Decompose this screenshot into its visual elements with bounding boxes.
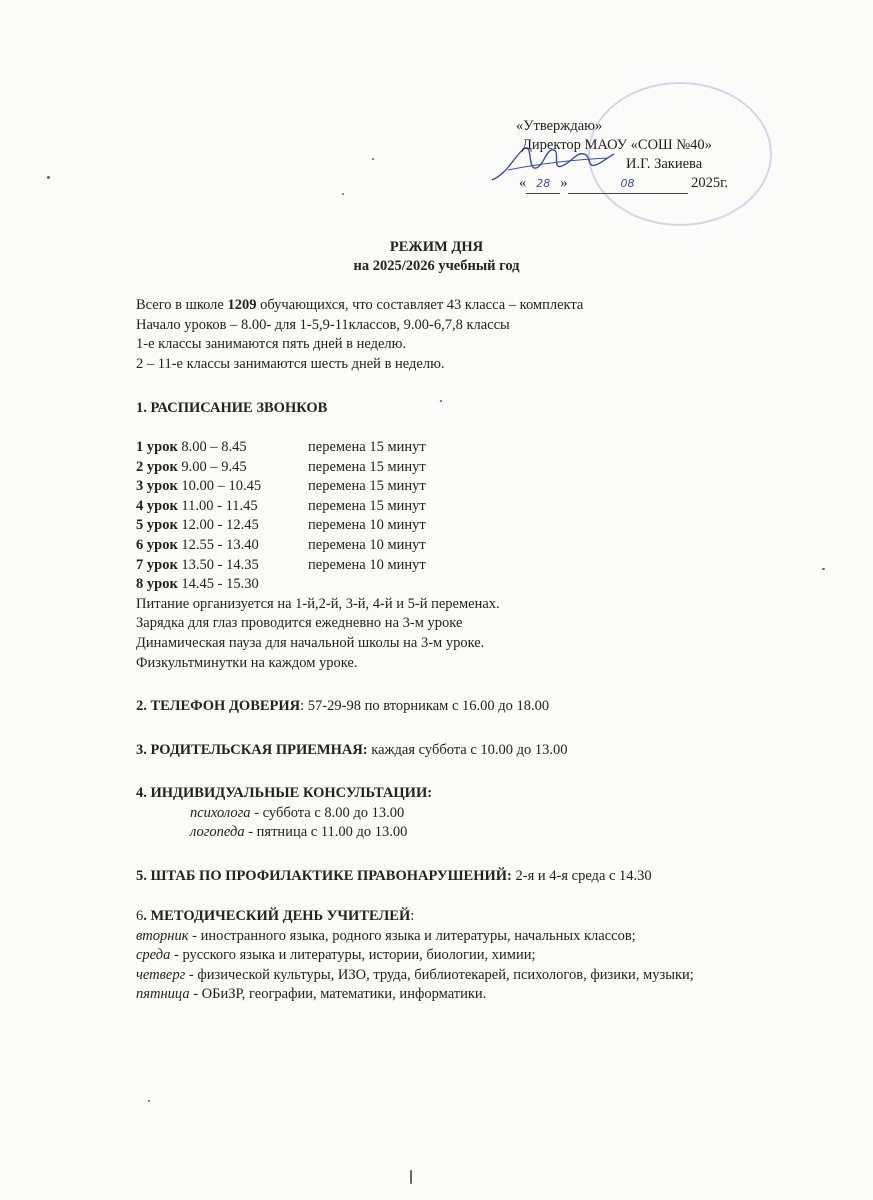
schedule-row: 7 урок 13.50 - 14.35 перемена 10 минут: [136, 556, 426, 573]
schedule-row: 1 урок 8.00 – 8.45 перемена 15 минут: [136, 438, 426, 455]
intro-five-days: 1-е классы занимаются пять дней в неделю.: [136, 336, 407, 353]
section-1-heading: 1. РАСПИСАНИЕ ЗВОНКОВ: [136, 400, 328, 417]
approval-director-name: И.Г. Закиева: [626, 156, 703, 172]
schedule-row: 6 урок 12.55 - 13.40 перемена 10 минут: [136, 536, 426, 553]
section-3: 3. РОДИТЕЛЬСКАЯ ПРИЕМНАЯ: каждая суббота с 10.00 до 13.00: [136, 741, 568, 758]
method-day-item: среда - русского языка и литературы, истории, биологии, химии;: [136, 947, 536, 964]
intro-students: Всего в школе 1209 обучающихся, что составляет 43 класса – комплекта: [136, 297, 584, 313]
method-day-item: пятница - ОБиЗР, географии, математики, информатики.: [136, 986, 487, 1003]
consultation-item: психолога - суббота с 8.00 до 13.00: [190, 804, 405, 821]
section-6: [136, 907, 776, 1005]
section-4-heading: 4. ИНДИВИДУАЛЬНЫЕ КОНСУЛЬТАЦИИ:: [136, 785, 433, 802]
schedule-row: 2 урок 9.00 – 9.45 перемена 15 минут: [136, 458, 426, 475]
document-body: [136, 296, 776, 887]
intro-start: Начало уроков – 8.00- для 1-5,9-11классов, 9.00-6,7,8 классы: [136, 316, 510, 333]
scan-speck: [148, 1100, 150, 1102]
schedule-row: 4 урок 11.00 - 11.45 перемена 15 минут: [136, 497, 426, 514]
schedule-row: 5 урок 12.00 - 12.45 перемена 10 минут: [136, 517, 426, 534]
method-day-item: вторник - иностранного языка, родного языка и литературы, начальных классов;: [136, 927, 636, 944]
page-subtitle: на 2025/2026 учебный год: [353, 258, 520, 274]
consultation-item: логопеда - пятница с 11.00 до 13.00: [190, 824, 408, 841]
approval-block: [516, 117, 776, 194]
approval-caption: «Утверждаю»: [516, 118, 603, 134]
approval-month: 08: [568, 174, 688, 194]
approval-day: 28: [526, 174, 560, 194]
bell-schedule: [136, 438, 776, 595]
scan-speck: [47, 176, 50, 179]
schedule-note: Динамическая пауза для начальной школы на 3-м уроке.: [136, 634, 485, 651]
schedule-note: Физкультминутки на каждом уроке.: [136, 654, 358, 671]
scan-speck: [342, 193, 344, 195]
approval-year: 2025г.: [691, 175, 729, 191]
schedule-note: Питание организуется на 1-й,2-й, 3-й, 4-й и 5-й переменах.: [136, 595, 500, 612]
schedule-note: Зарядка для глаз проводится ежедневно на 3-м уроке: [136, 615, 463, 632]
scan-speck: [410, 1170, 412, 1184]
schedule-row: 3 урок 10.00 – 10.45 перемена 15 минут: [136, 478, 426, 495]
method-day-item: четверг - физической культуры, ИЗО, труда, библиотекарей, психологов, физики, музыки;: [136, 966, 694, 983]
scan-speck: [822, 568, 825, 570]
approval-position: Директор МАОУ «СОШ №40»: [522, 137, 712, 153]
page-title: РЕЖИМ ДНЯ: [389, 239, 484, 255]
section-5: 5. ШТАБ ПО ПРОФИЛАКТИКЕ ПРАВОНАРУШЕНИЙ: 2-я и 4-я среда с 14.30: [136, 868, 652, 885]
scan-speck: [372, 158, 374, 160]
intro-six-days: 2 – 11-е классы занимаются шесть дней в неделю.: [136, 355, 445, 372]
section-6-heading: 6. МЕТОДИЧЕСКИЙ ДЕНЬ УЧИТЕЛЕЙ:: [136, 908, 415, 924]
schedule-row: 8 урок 14.45 - 15.30: [136, 576, 259, 593]
approval-date: « 28 » 08 2025г.: [516, 174, 776, 194]
section-2: 2. ТЕЛЕФОН ДОВЕРИЯ: 57-29-98 по вторникам с 16.00 до 18.00: [136, 698, 550, 715]
